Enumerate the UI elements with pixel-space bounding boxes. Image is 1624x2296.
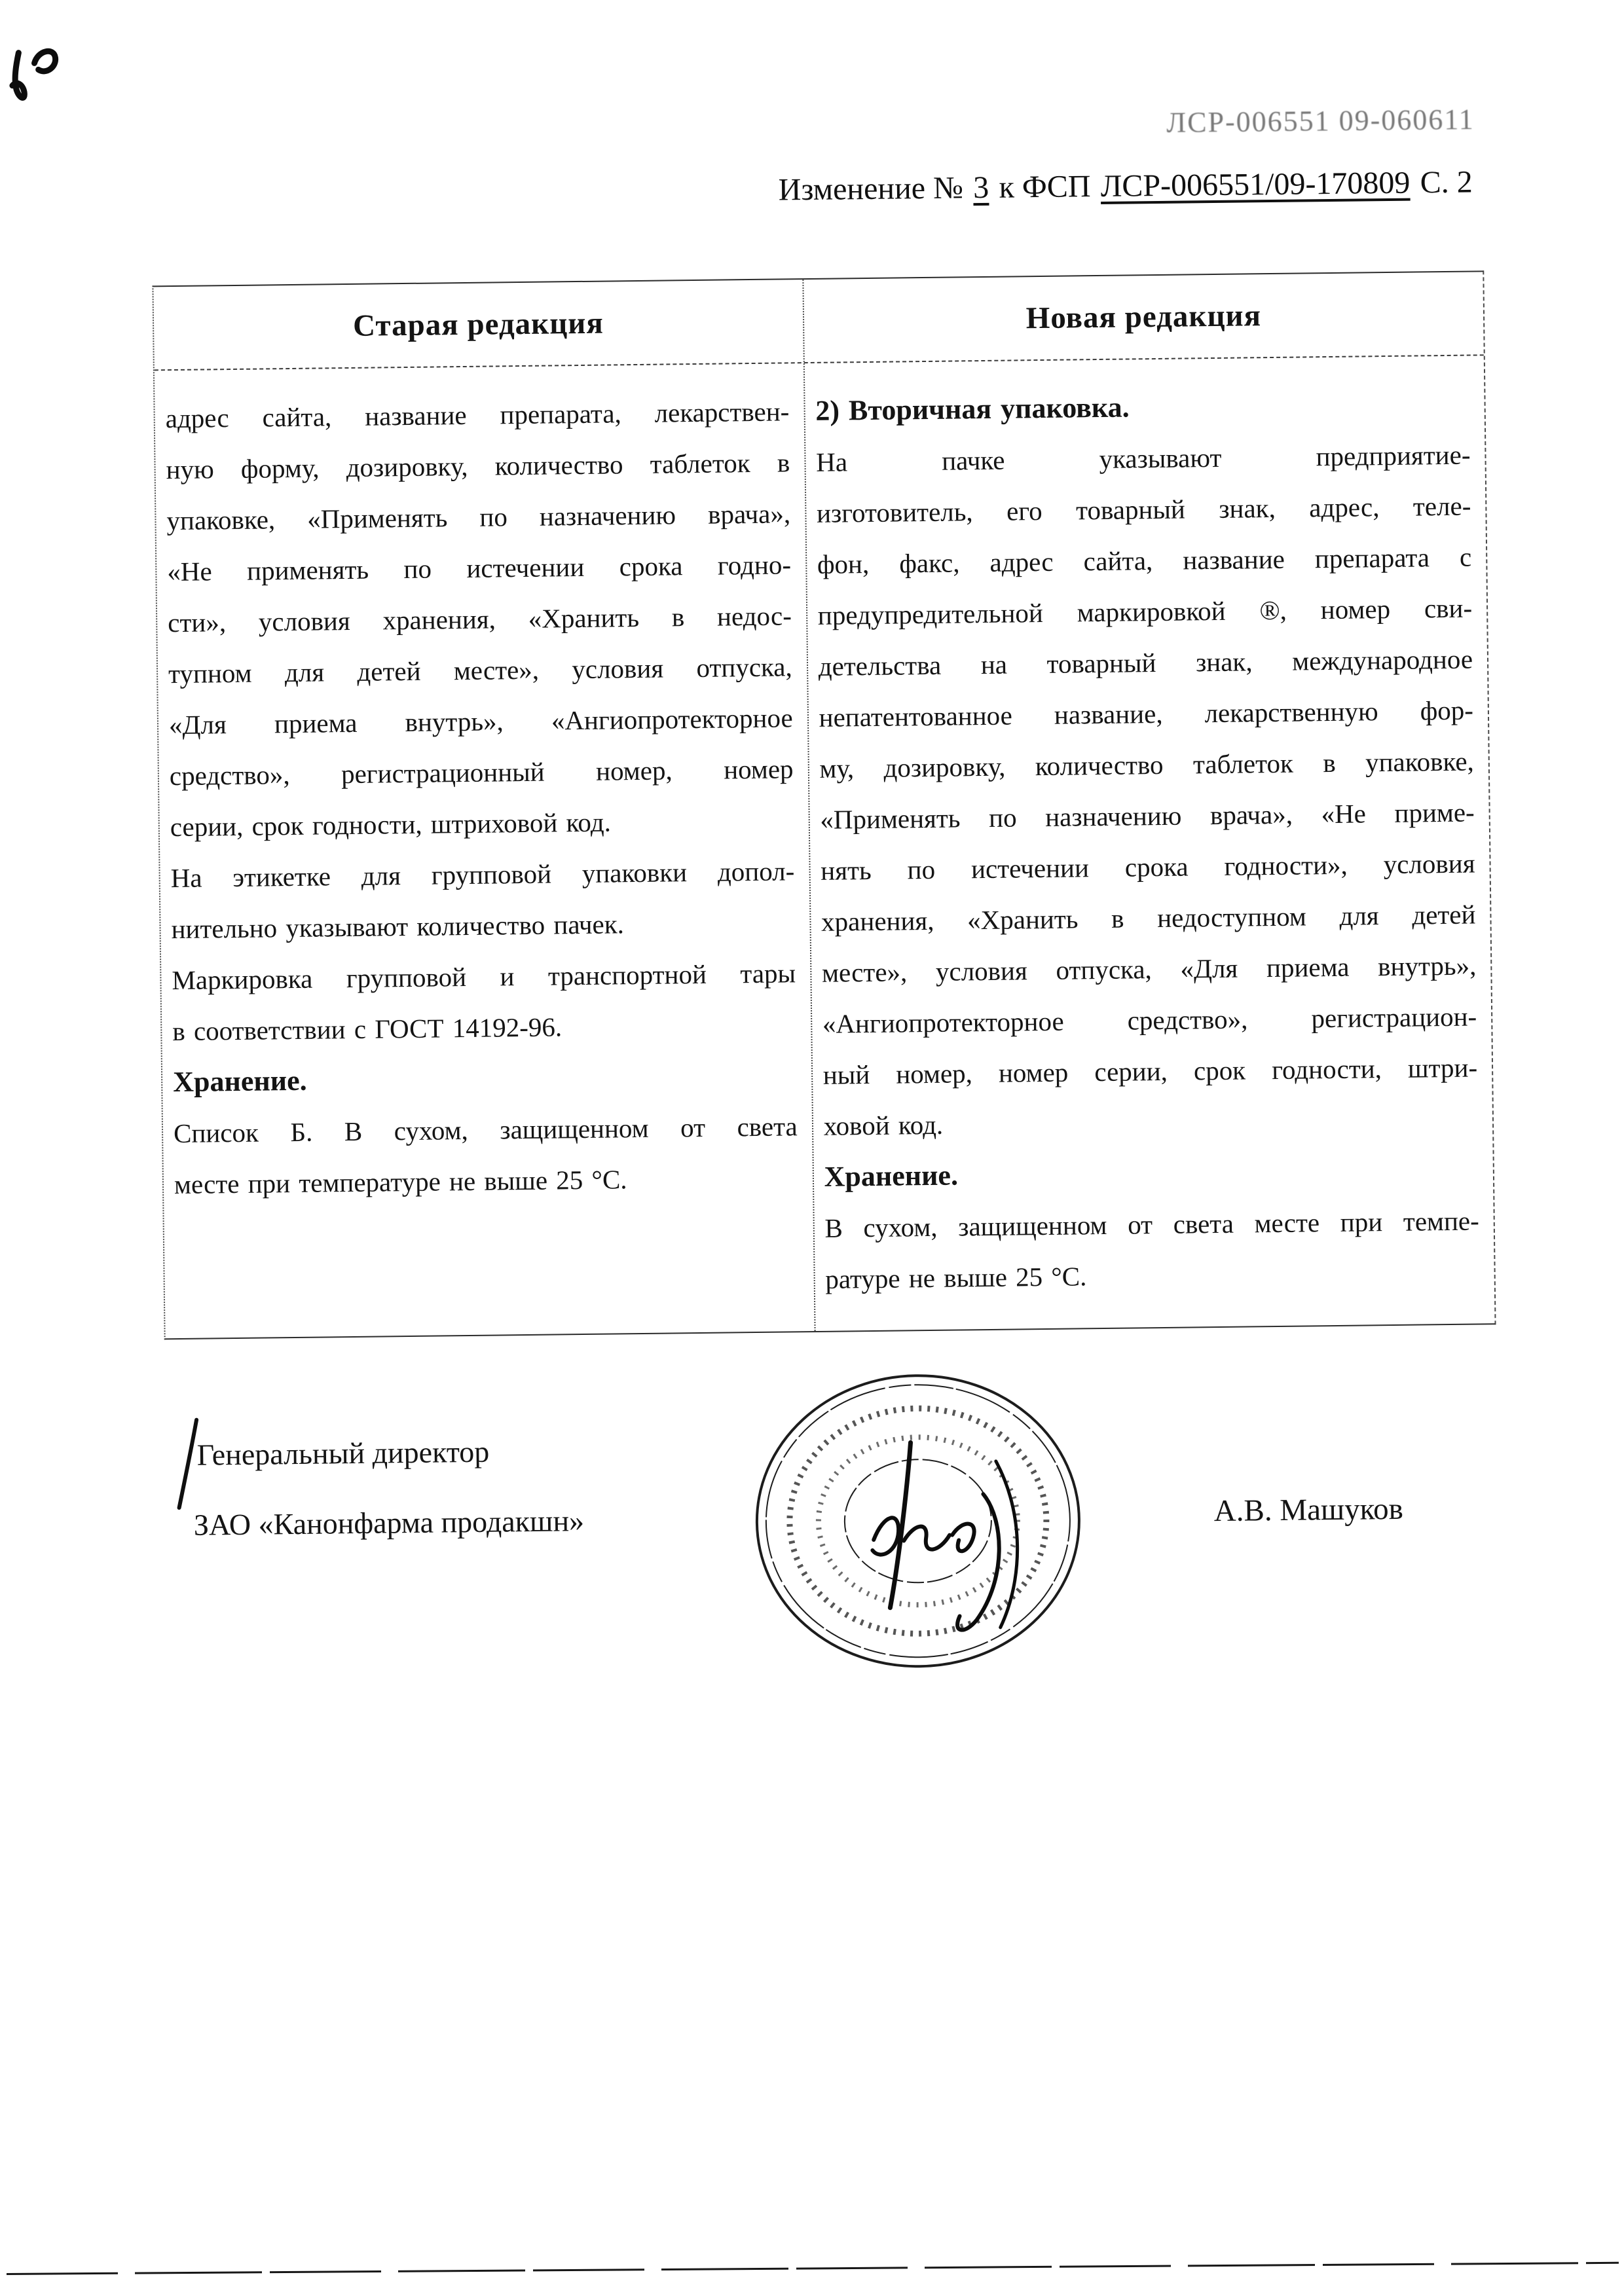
table-cell-line: нять по истечении срока годности», условия bbox=[821, 848, 1475, 886]
signer-position-line2: ЗАО «Канонфарма продакшн» bbox=[193, 1504, 585, 1542]
column-header-old-edition: Старая редакция bbox=[153, 280, 804, 369]
title-change-number: 3 bbox=[972, 170, 989, 206]
table-cell-line: Список Б. В сухом, защищенном от света bbox=[173, 1111, 798, 1149]
table-cell-line: серии, срок годности, штриховой код. bbox=[170, 807, 612, 843]
table-cell-line: «Применять по назначению врача», «Не приме- bbox=[820, 797, 1475, 835]
table-cell-line: адрес сайта, название препарата, лекарствен- bbox=[165, 396, 790, 434]
new-edition-cell bbox=[804, 355, 1494, 1331]
table-cell-line: месте при температуре не выше 25 °С. bbox=[174, 1164, 627, 1200]
old-edition-cell bbox=[155, 363, 815, 1338]
table-header-row bbox=[153, 272, 1483, 371]
table-cell-line: детельства на товарный знак, международное bbox=[818, 644, 1473, 682]
table-cell-line: ный номер, номер серии, срок годности, штри- bbox=[822, 1052, 1478, 1090]
title-change-label: Изменение № bbox=[778, 170, 964, 208]
table-cell-line: непатентованное название, лекарственную фор- bbox=[819, 695, 1474, 733]
table-cell-line: хранения, «Хранить в недоступном для детей bbox=[821, 899, 1476, 937]
table-cell-line: средство», регистрационный номер, номер bbox=[169, 754, 794, 792]
signer-name: А.В. Машуков bbox=[1213, 1491, 1404, 1529]
table-cell-line: упаковке, «Применять по назначению врача», bbox=[166, 498, 791, 536]
comparison-table bbox=[152, 270, 1496, 1339]
title-page-label: С. 2 bbox=[1420, 164, 1473, 200]
table-cell-line: предупредительной маркировкой ®, номер сви- bbox=[817, 592, 1473, 630]
table-cell-line: фон, факс, адрес сайта, название препарата с bbox=[817, 541, 1472, 579]
table-body-row bbox=[155, 355, 1495, 1338]
table-cell-line: «Не применять по истечении срока годно- bbox=[167, 549, 792, 587]
table-cell-line: изготовитель, его товарный знак, адрес, теле- bbox=[816, 490, 1471, 528]
storage-heading: Хранение. bbox=[824, 1159, 959, 1193]
table-cell-line: «Для приема внутрь», «Ангиопротекторное bbox=[168, 702, 793, 740]
handwritten-mark bbox=[0, 38, 73, 124]
table-cell-line: месте», условия отпуска, «Для приема внутрь», bbox=[821, 950, 1477, 988]
title-middle-label: к ФСП bbox=[999, 169, 1091, 205]
table-cell-line: «Ангиопротекторное средство», регистрацион- bbox=[822, 1001, 1477, 1039]
table-cell-line: ховой код. bbox=[823, 1109, 944, 1141]
table-cell-line: Маркировка групповой и транспортной тары bbox=[172, 958, 796, 996]
signer-position-line1: Генеральный директор bbox=[196, 1434, 490, 1472]
table-cell-line: в соответствии с ГОСТ 14192-96. bbox=[172, 1011, 563, 1047]
table-cell-line: На этикетке для групповой упаковки допол- bbox=[170, 856, 795, 894]
round-stamp-icon bbox=[741, 1362, 1111, 1686]
table-cell-line: сти», условия хранения, «Хранить в недос- bbox=[167, 600, 792, 638]
table-cell-line: ную форму, дозировку, количество таблеток в bbox=[166, 447, 790, 485]
table-cell-line: му, дозировку, количество таблеток в упаковке, bbox=[819, 746, 1475, 784]
column-header-new-edition: Новая редакция bbox=[1025, 299, 1262, 336]
table-cell-line: ратуре не выше 25 °С. bbox=[825, 1261, 1087, 1294]
title-fsp-number: ЛСР-006551/09-170809 bbox=[1100, 165, 1411, 204]
table-cell-line: тупном для детей месте», условия отпуска, bbox=[168, 651, 792, 689]
storage-heading: Хранение. bbox=[172, 1064, 307, 1099]
page-title bbox=[778, 164, 1473, 208]
doc-number-header: ЛСР-006551 09-060611 bbox=[1166, 103, 1475, 139]
secondary-packaging-heading: 2) Вторичная упаковка. bbox=[815, 391, 1130, 427]
table-cell-line: нительно указывают количество пачек. bbox=[171, 909, 625, 945]
table-cell-line: На пачке указывают предприятие- bbox=[815, 439, 1471, 477]
table-cell-line: В сухом, защищенном от света месте при темпе- bbox=[824, 1205, 1479, 1243]
